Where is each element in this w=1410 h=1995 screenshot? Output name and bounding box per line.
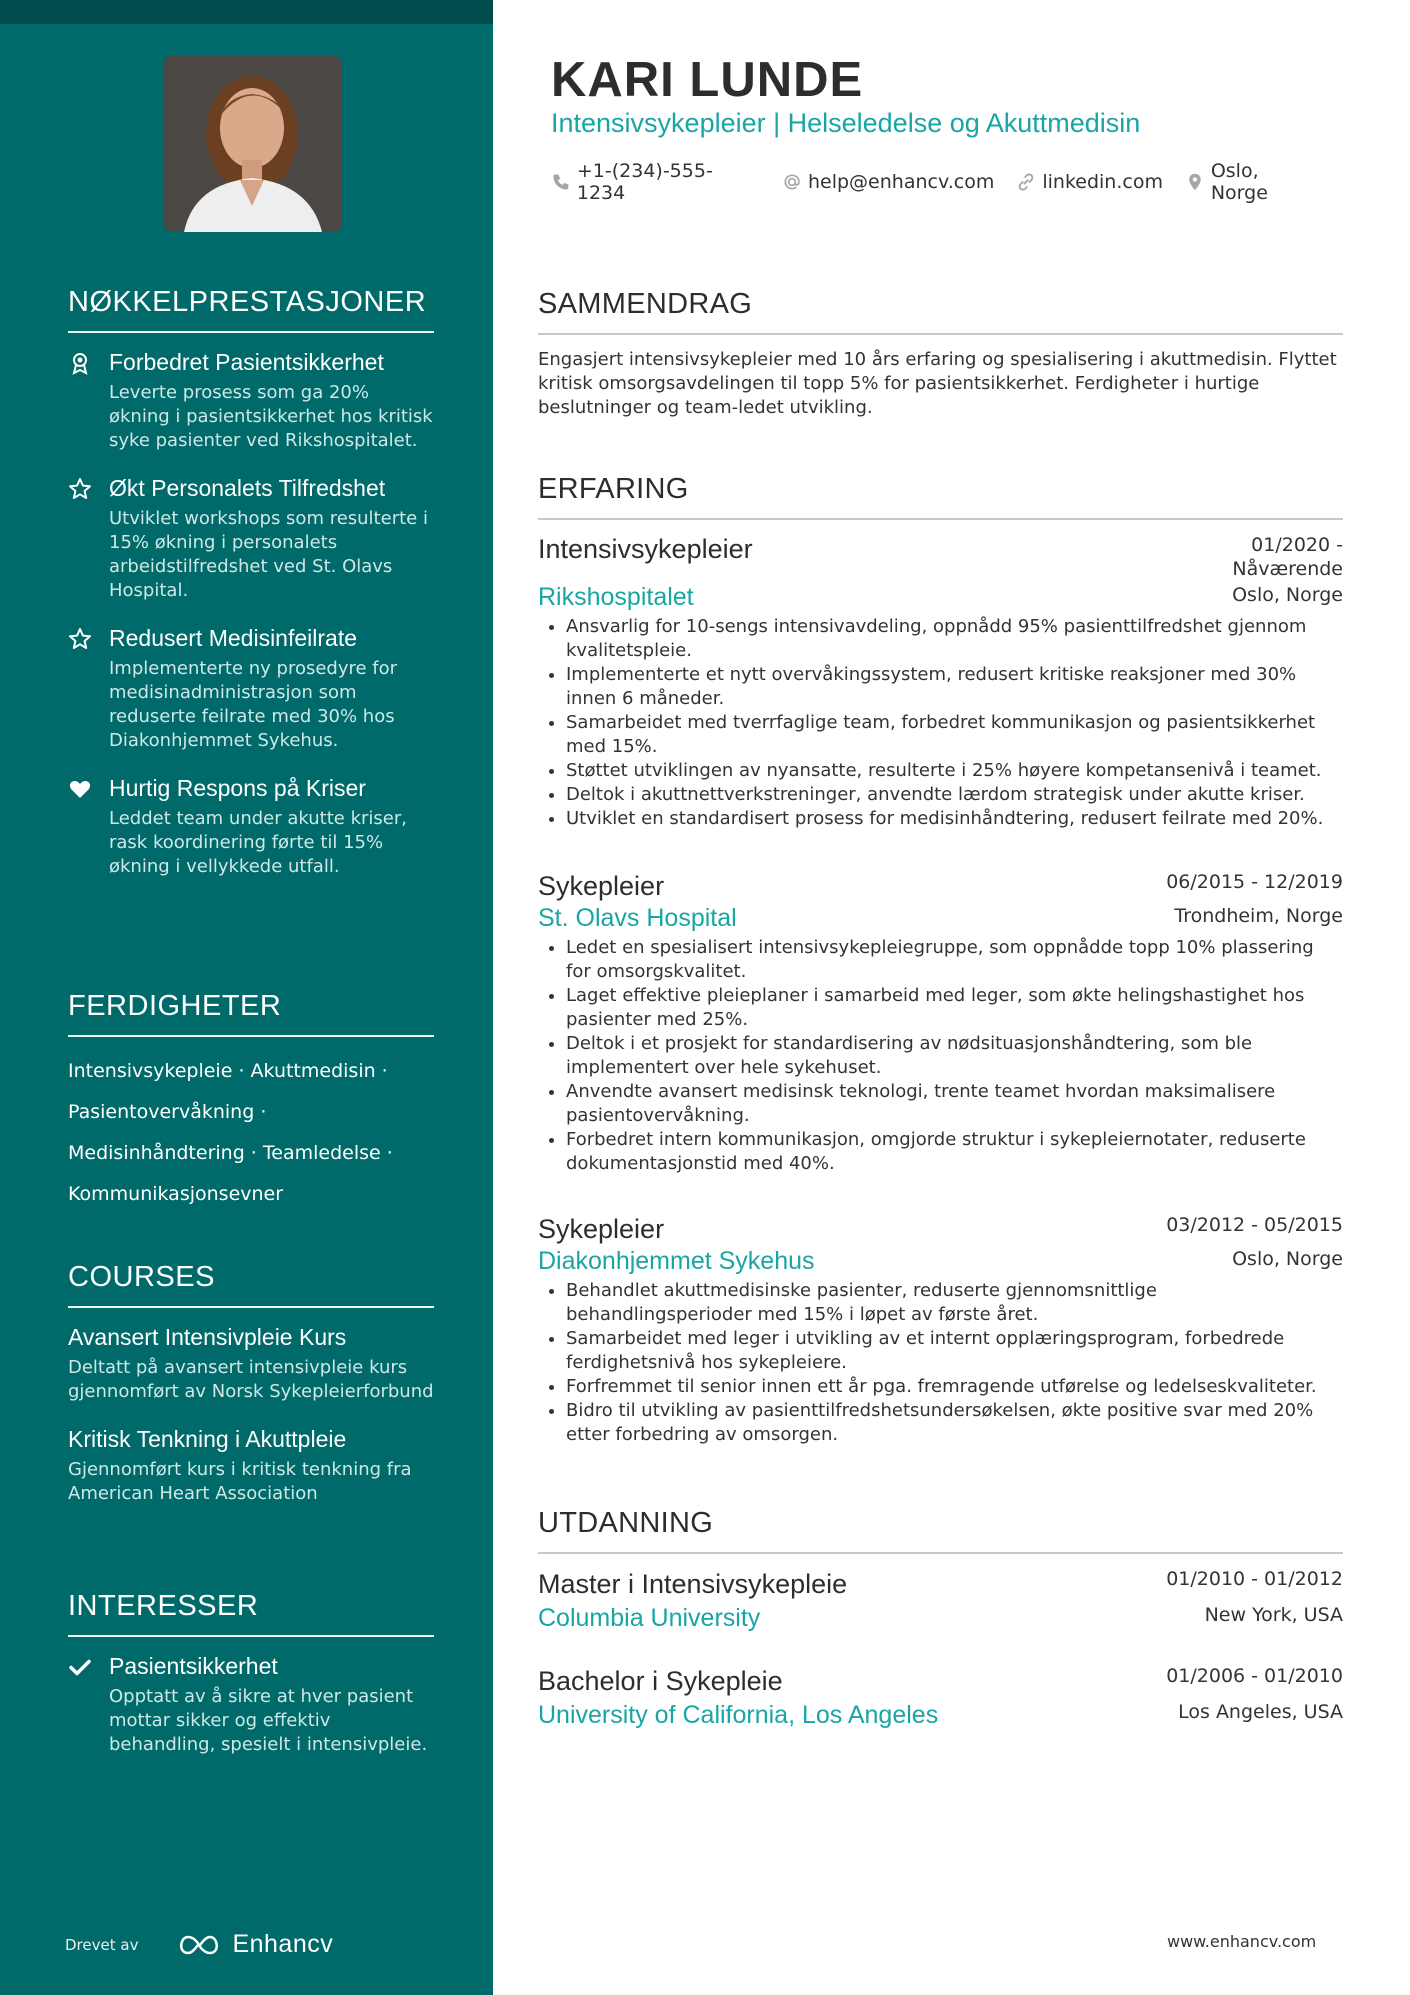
achievement-item xyxy=(68,473,434,603)
skills-line: Pasientovervåkning · xyxy=(68,1101,267,1123)
linkedin-text: linkedin.com xyxy=(1042,171,1163,193)
star-icon xyxy=(68,627,92,651)
education-school: Columbia University xyxy=(538,1604,761,1632)
at-icon xyxy=(782,172,802,192)
job-bullet: • Laget effektive pleieplaner i samarbeid med leger, som økte helingshastighet hos pasienter med 25%. xyxy=(566,984,1343,1032)
phone-text: +1-(234)-555-1234 xyxy=(576,160,713,204)
job-date-start: 01/2020 - xyxy=(1251,534,1343,556)
job-date-end: Nåværende xyxy=(1232,558,1343,580)
phone-icon xyxy=(551,172,571,192)
check-icon xyxy=(68,1655,92,1679)
job-bullet: • Deltok i akuttnettverkstreninger, anvendte lærdom strategisk under akutte kriser. xyxy=(566,783,1343,807)
email-text: help@enhancv.com xyxy=(807,171,995,193)
interest-title: Pasientsikkerhet xyxy=(109,1653,278,1679)
sidebar xyxy=(0,0,493,1995)
interest-item xyxy=(68,1651,434,1757)
location-text: Oslo, Norge xyxy=(1210,160,1268,204)
job-bullet: • Forfremmet til senior innen ett år pga. fremragende utførelse og ledelseskvaliteter. xyxy=(566,1375,1343,1399)
candidate-title: Intensivsykepleier | Helseledelse og Akuttmedisin xyxy=(551,108,1141,138)
education-degree: Master i Intensivsykepleie xyxy=(538,1569,848,1599)
contact-linkedin[interactable] xyxy=(1016,160,1163,204)
experience-heading: ERFARING xyxy=(538,473,1343,520)
contact-location xyxy=(1185,160,1321,204)
enhancv-logo-icon xyxy=(176,1933,222,1957)
education-school: University of California, Los Angeles xyxy=(538,1701,939,1729)
achievement-item xyxy=(68,623,434,753)
education-dates: 01/2010 - 01/2012 xyxy=(1166,1568,1343,1590)
job-company: Rikshospitalet xyxy=(538,583,694,611)
achievement-title: Redusert Medisinfeilrate xyxy=(109,625,358,651)
education-entry xyxy=(538,1664,1343,1732)
job-entry xyxy=(538,1213,1343,1447)
job-title: Sykepleier xyxy=(538,871,665,901)
powered-by-label: Drevet av xyxy=(65,1935,139,1954)
course-title: Kritisk Tenkning i Akuttpleie xyxy=(68,1426,347,1452)
job-bullet: • Utviklet en standardisert prosess for medisinhåndtering, redusert feilrate med 20%. xyxy=(566,807,1343,831)
job-dates xyxy=(1232,533,1343,581)
brand-name: Enhancv xyxy=(232,1930,334,1958)
education-entry xyxy=(538,1567,1343,1635)
course-title: Avansert Intensivpleie Kurs xyxy=(68,1324,347,1350)
location-pin-icon xyxy=(1185,172,1205,192)
job-bullet: • Samarbeidet med leger i utvikling av et internt opplæringsprogram, forbedrede ferdighetsnivå hos sykepleiere. xyxy=(566,1327,1343,1375)
candidate-name: KARI LUNDE xyxy=(551,53,864,107)
contact-row xyxy=(551,160,1343,204)
interests-section xyxy=(68,1590,434,1777)
skills-heading: FERDIGHETER xyxy=(68,990,434,1037)
job-bullet: • Samarbeidet med tverrfaglige team, forbedret kommunikasjon og pasientsikkerhet med 15%. xyxy=(566,711,1343,759)
job-bullet: • Anvendte avansert medisinsk teknologi, trente teamet hvordan maksimalisere pasientovervåkning. xyxy=(566,1080,1343,1128)
job-bullet: • Ledet en spesialisert intensivsykepleiegruppe, som oppnådde topp 10% plassering for omsorgskvalitet. xyxy=(566,936,1343,984)
job-bullet: • Ansvarlig for 10-sengs intensivavdeling, oppnådd 95% pasienttilfredshet gjennom kvalitetspleie. xyxy=(566,615,1343,663)
achievement-description: Utviklet workshops som resulterte i 15% økning i personalets arbeidstilfredshet ved St. Olavs Hospital. xyxy=(109,508,428,601)
link-icon xyxy=(1016,172,1036,192)
award-icon xyxy=(68,351,92,375)
skills-line: Kommunikasjonsevner xyxy=(68,1183,284,1205)
achievement-title: Hurtig Respons på Kriser xyxy=(109,775,366,801)
job-dates: 03/2012 - 05/2015 xyxy=(1166,1214,1343,1236)
education-dates: 01/2006 - 01/2010 xyxy=(1166,1665,1343,1687)
job-bullets xyxy=(538,1279,1343,1447)
job-title: Intensivsykepleier xyxy=(538,534,753,564)
job-company: St. Olavs Hospital xyxy=(538,904,737,932)
achievement-description: Implementerte ny prosedyre for medisinadministrasjon som reduserte feilrate med 30% hos Diakonhjemmet Sykehus. xyxy=(109,658,398,751)
interests-heading: INTERESSER xyxy=(68,1590,434,1637)
profile-photo xyxy=(164,56,342,232)
achievement-item xyxy=(68,773,434,879)
job-dates: 06/2015 - 12/2019 xyxy=(1166,871,1343,893)
achievements-heading: NØKKELPRESTASJONER xyxy=(68,286,434,333)
star-icon xyxy=(68,477,92,501)
courses-heading: COURSES xyxy=(68,1261,434,1308)
skills-line: Intensivsykepleie · Akuttmedisin · xyxy=(68,1060,388,1082)
skills-line: Medisinhåndtering · Teamledelse · xyxy=(68,1142,393,1164)
job-location: Oslo, Norge xyxy=(1232,584,1343,606)
footer-url[interactable]: www.enhancv.com xyxy=(1167,1932,1317,1951)
achievement-title: Forbedret Pasientsikkerhet xyxy=(109,349,384,375)
job-bullet: • Støttet utviklingen av nyansatte, resulterte i 25% høyere kompetansenivå i teamet. xyxy=(566,759,1343,783)
education-location: New York, USA xyxy=(1204,1604,1343,1626)
job-entry xyxy=(538,870,1343,1176)
achievement-title: Økt Personalets Tilfredshet xyxy=(109,475,386,501)
course-description: Deltatt på avansert intensivpleie kurs gjennomført av Norsk Sykepleierforbund xyxy=(68,1357,434,1402)
job-bullets xyxy=(538,936,1343,1176)
job-bullet: • Behandlet akuttmedisinske pasienter, reduserte gjennomsnittlige behandlingsperioder med 15% i løpet av første året. xyxy=(566,1279,1343,1327)
education-heading: UTDANNING xyxy=(538,1507,1343,1554)
job-bullet: • Forbedret intern kommunikasjon, omgjorde struktur i sykepleiernotater, reduserte dokumentasjonstid med 40%. xyxy=(566,1128,1343,1176)
education-degree: Bachelor i Sykepleie xyxy=(538,1666,783,1696)
education-location: Los Angeles, USA xyxy=(1178,1701,1343,1723)
contact-phone[interactable] xyxy=(551,160,760,204)
achievements-section xyxy=(68,286,434,899)
heart-icon xyxy=(68,777,92,801)
job-title: Sykepleier xyxy=(538,1214,665,1244)
skills-list xyxy=(68,1051,434,1215)
job-location: Oslo, Norge xyxy=(1232,1248,1343,1270)
job-company: Diakonhjemmet Sykehus xyxy=(538,1247,815,1275)
interest-description: Opptatt av å sikre at hver pasient mottar sikker og effektiv behandling, spesielt i intensivpleie. xyxy=(109,1686,428,1755)
job-bullet: • Deltok i et prosjekt for standardisering av nødsituasjonshåndtering, som ble implementert over hele sykehuset. xyxy=(566,1032,1343,1080)
achievement-item xyxy=(68,347,434,453)
sidebar-top-bar xyxy=(0,0,493,24)
job-entry xyxy=(538,533,1343,831)
skills-section xyxy=(68,990,434,1215)
courses-section xyxy=(68,1261,434,1526)
summary-heading: SAMMENDRAG xyxy=(538,288,1343,335)
achievement-description: Leddet team under akutte kriser, rask koordinering førte til 15% økning i vellykkede utfall. xyxy=(109,808,407,877)
summary-text: Engasjert intensivsykepleier med 10 års erfaring og spesialisering i akuttmedisin. Flyttet kritisk omsorgsavdelingen til topp 5% for pasientsikkerhet. Ferdigheter i hurtige beslutninger og team-ledet utvikling. xyxy=(538,349,1337,418)
job-bullet: • Bidro til utvikling av pasienttilfredshetsundersøkelsen, økte positive svar med 20% etter forbedring av omsorgen. xyxy=(566,1399,1343,1447)
job-bullet: • Implementerte et nytt overvåkingssystem, redusert kritiske reaksjoner med 30% innen 6 måneder. xyxy=(566,663,1343,711)
job-location: Trondheim, Norge xyxy=(1174,905,1343,927)
achievement-description: Leverte prosess som ga 20% økning i pasientsikkerhet hos kritisk syke pasienter ved Rikshospitalet. xyxy=(109,382,433,451)
powered-by xyxy=(65,1930,333,1959)
contact-email[interactable] xyxy=(782,160,994,204)
job-bullets xyxy=(538,615,1343,831)
course-description: Gjennomført kurs i kritisk tenkning fra American Heart Association xyxy=(68,1459,412,1504)
